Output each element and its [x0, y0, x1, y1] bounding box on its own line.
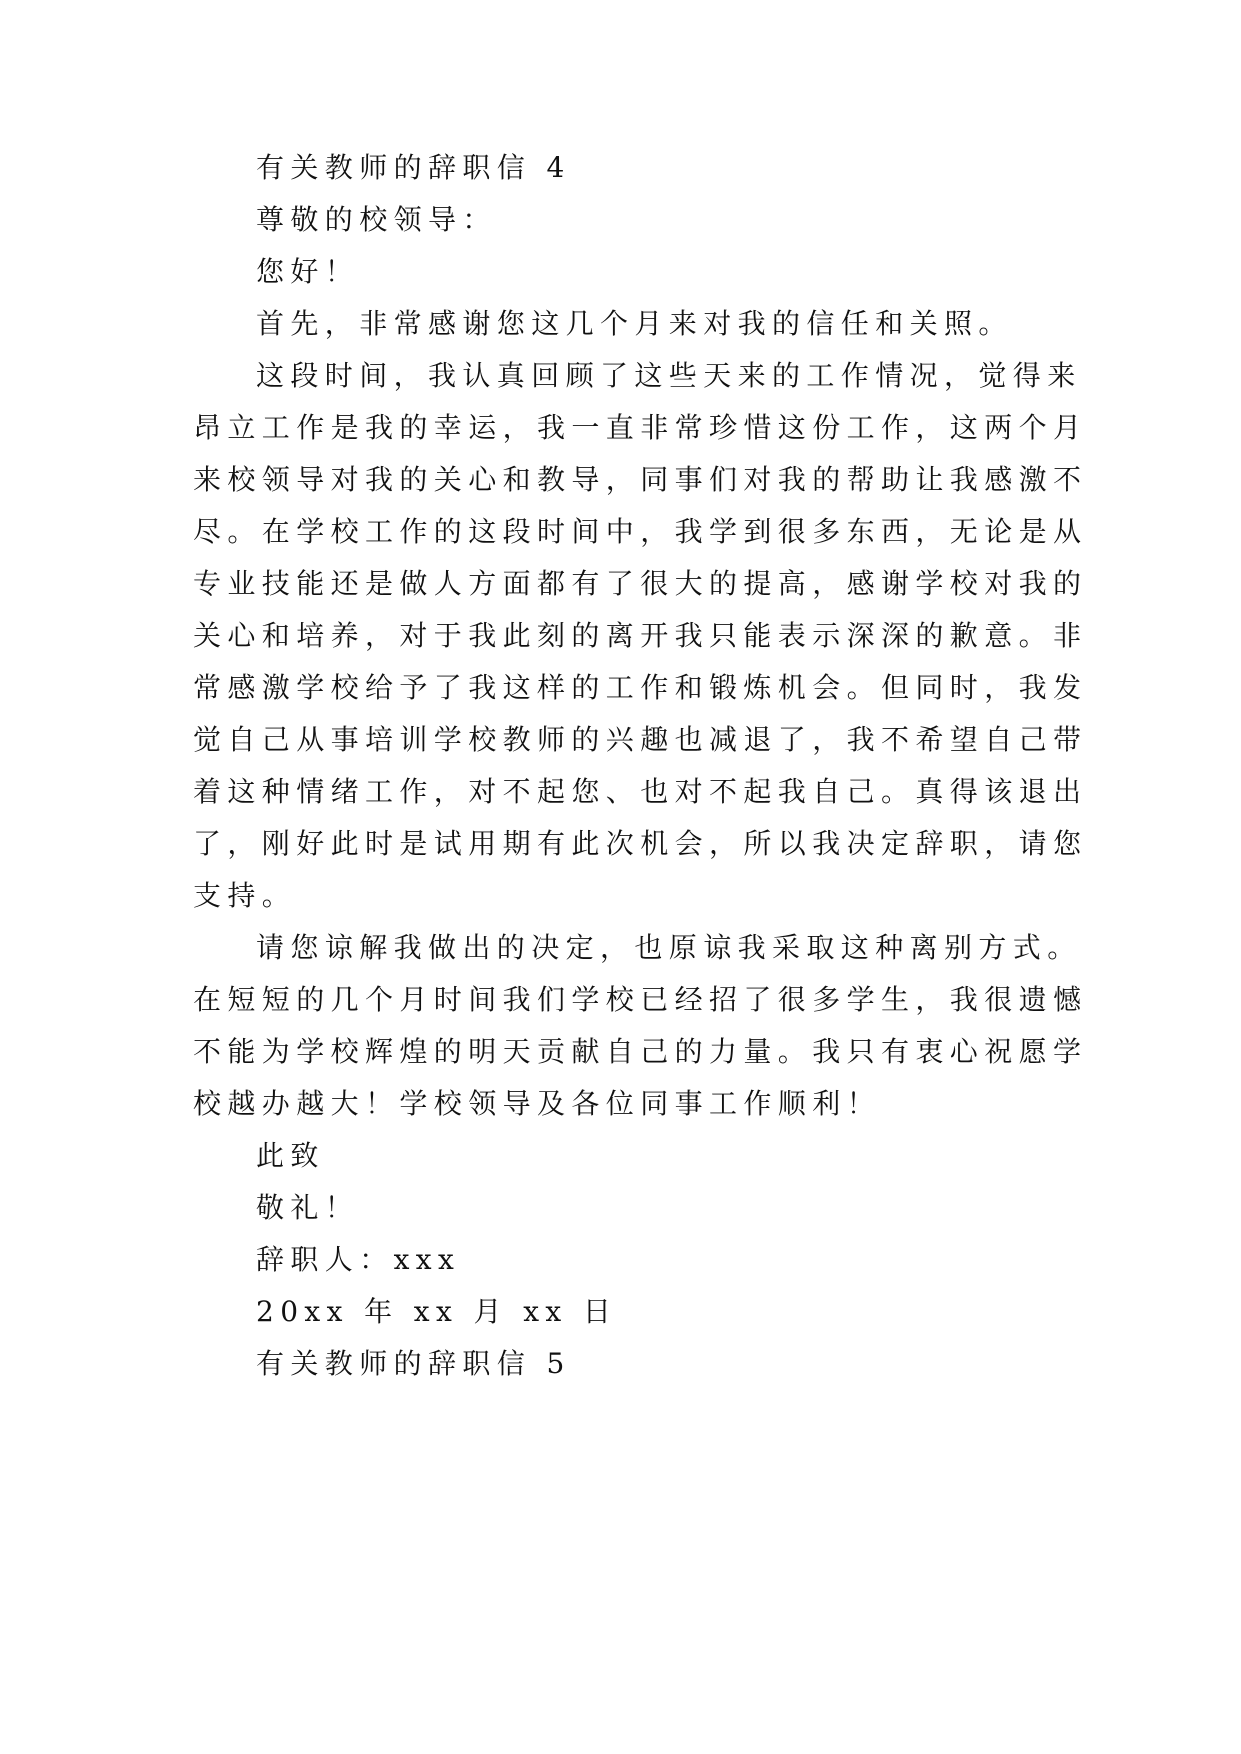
next-letter-title: 有关教师的辞职信 5: [256, 1347, 571, 1380]
letter-title: 有关教师的辞职信 4: [256, 151, 571, 184]
paragraph-2-line: 关心和培养，对于我此刻的离开我只能表示深深的歉意。非: [193, 619, 1088, 652]
paragraph-2-line: 尽。在学校工作的这段时间中，我学到很多东西，无论是从: [193, 515, 1088, 548]
greeting: 您好！: [256, 255, 360, 288]
paragraph-3-line: 请您谅解我做出的决定，也原谅我采取这种离别方式。: [256, 931, 1082, 964]
salutation: 尊敬的校领导：: [256, 203, 497, 236]
date: 20xx 年 xx 月 xx 日: [256, 1295, 618, 1328]
paragraph-2-line: 来校领导对我的关心和教导，同事们对我的帮助让我感激不: [193, 463, 1088, 496]
paragraph-3-line: 在短短的几个月时间我们学校已经招了很多学生，我很遗憾: [193, 983, 1088, 1016]
paragraph-2-line: 昂立工作是我的幸运，我一直非常珍惜这份工作，这两个月: [193, 411, 1088, 444]
paragraph-2-line: 了，刚好此时是试用期有此次机会，所以我决定辞职，请您: [193, 827, 1088, 860]
paragraph-2-line: 专业技能还是做人方面都有了很大的提高，感谢学校对我的: [193, 567, 1088, 600]
closing-line-2: 敬礼！: [256, 1191, 360, 1224]
paragraph-2-line: 常感激学校给予了我这样的工作和锻炼机会。但同时，我发: [193, 671, 1088, 704]
paragraph-2-line: 觉自己从事培训学校教师的兴趣也减退了，我不希望自己带: [193, 723, 1088, 756]
paragraph-2-line: 着这种情绪工作，对不起您、也对不起我自己。真得该退出: [193, 775, 1088, 808]
paragraph-1: 首先，非常感谢您这几个月来对我的信任和关照。: [256, 307, 1013, 340]
paragraph-3-line: 不能为学校辉煌的明天贡献自己的力量。我只有衷心祝愿学: [193, 1035, 1088, 1068]
paragraph-2-line: 这段时间，我认真回顾了这些天来的工作情况，觉得来: [256, 359, 1082, 392]
signer: 辞职人：xxx: [256, 1243, 461, 1276]
paragraph-2-line: 支持。: [193, 879, 297, 912]
closing-line-1: 此致: [256, 1139, 325, 1172]
paragraph-3-line: 校越办越大！学校领导及各位同事工作顺利！: [193, 1087, 882, 1120]
